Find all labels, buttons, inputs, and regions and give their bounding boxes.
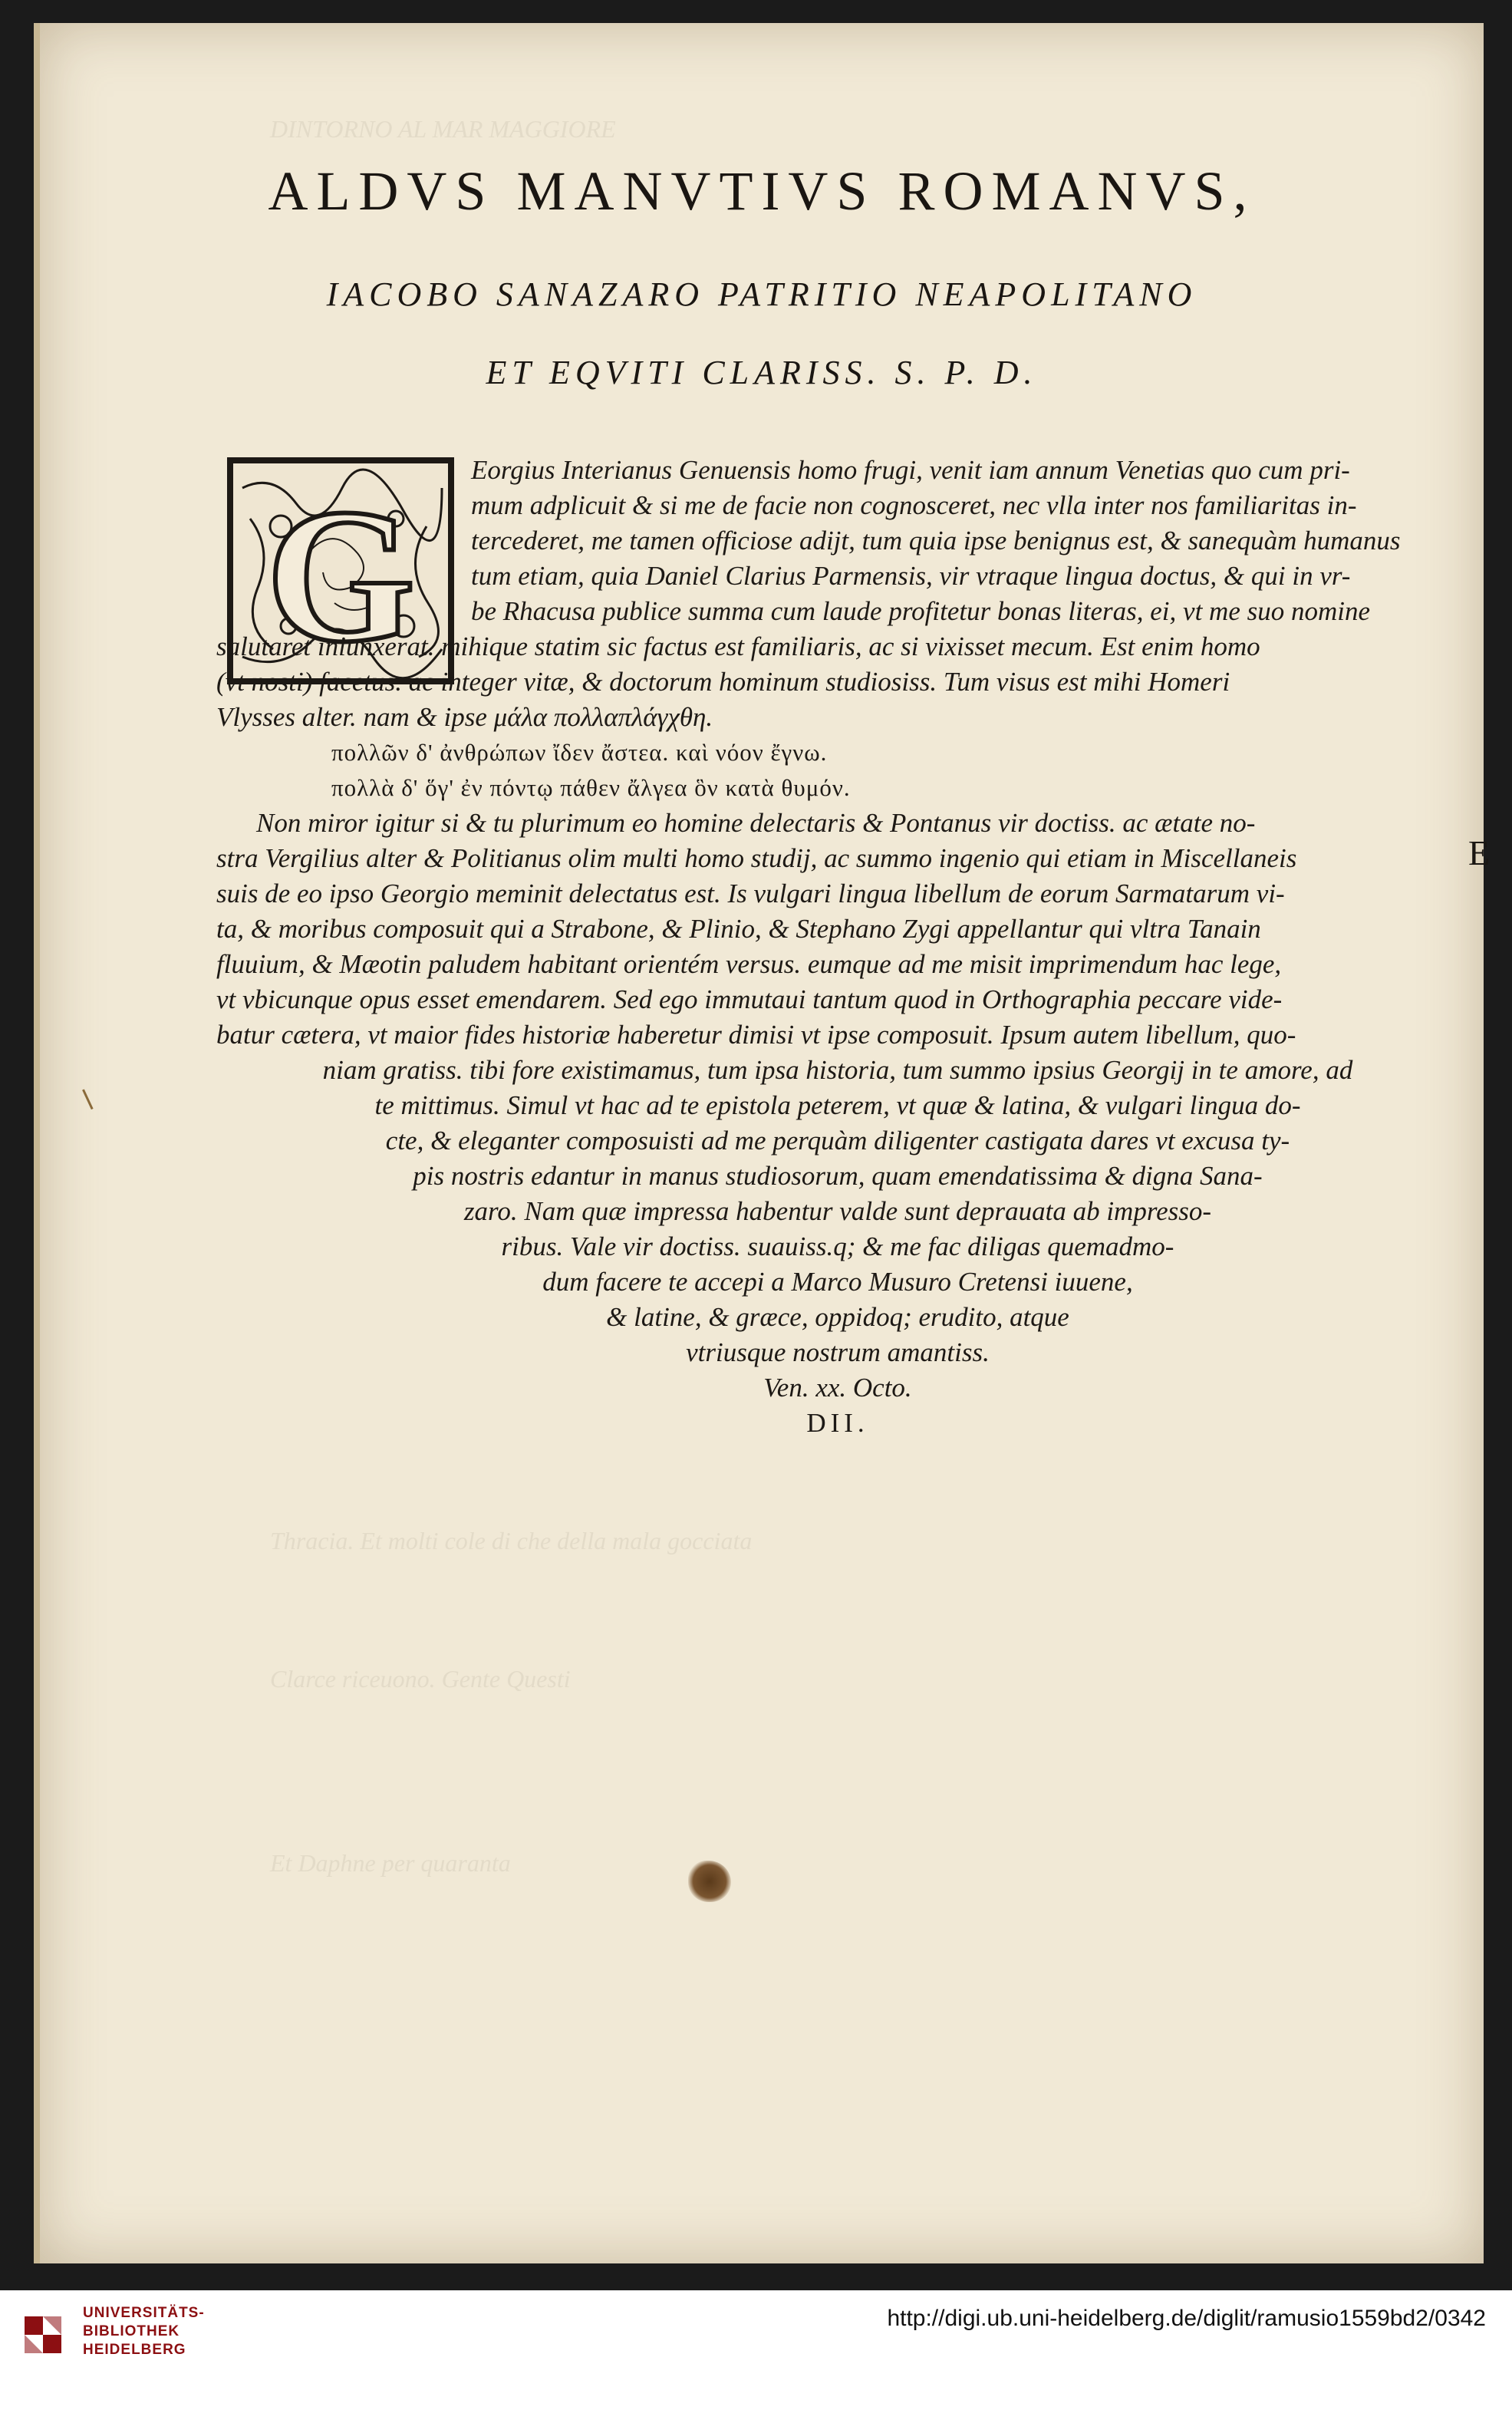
text-line: ribus. Vale vir doctiss. suauiss.q; & me fac diligas quemadmo- bbox=[501, 1231, 1174, 1261]
heading-salutation: ET EQVITI CLARISS. S. P. D. bbox=[486, 354, 1038, 391]
permalink-url[interactable]: http://digi.ub.uni-heidelberg.de/diglit/ramusio1559bd2/0342 bbox=[887, 2306, 1486, 2331]
margin-letter: E bbox=[1468, 833, 1491, 872]
text-line: niam gratiss. tibi fore existimamus, tum ipsa historia, tum summo ipsius Georgij in te amore, ad bbox=[322, 1055, 1353, 1085]
scanned-page bbox=[34, 23, 1491, 2263]
svg-text:G: G bbox=[265, 470, 416, 682]
text-line: ta, & moribus composuit qui a Strabone, & Plinio, & Stephano Zygi appellantur qui vltra Tanain bbox=[216, 914, 1261, 944]
text-line: mum adplicuit & si me de facie non cognosceret, nec vlla inter nos familiaritas in- bbox=[471, 490, 1357, 520]
bleed-through-text: Et Daphne per quaranta bbox=[270, 1849, 511, 1877]
paragraph-1 bbox=[216, 453, 1459, 735]
year-line: DII. bbox=[806, 1408, 869, 1438]
text-line: pis nostris edantur in manus studiosorum, quam emendatissima & digna Sana- bbox=[413, 1161, 1263, 1191]
text-line: salutaret iniunxerat. mihique statim sic factus est familiaris, ac si vixisset mecum. Est enim homo bbox=[216, 631, 1260, 661]
text-line: Eorgius Interianus Genuensis homo frugi, venit iam annum Venetias quo cum pri- bbox=[471, 455, 1350, 485]
text-line: stra Vergilius alter & Politianus olim multi homo studij, ac summo ingenio qui etiam in Miscellaneis bbox=[216, 843, 1297, 873]
bleed-through-text: Thracia. Et molti cole di che della mala gocciata bbox=[270, 1527, 753, 1554]
text-line: fluuium, & Mæotin paludem habitant orientém versus. eumque ad me misit imprimendum hac lege, bbox=[216, 949, 1282, 979]
bleed-through-text: Clarce riceuono. Gente Questi bbox=[270, 1665, 571, 1693]
greek-line: πολλὰ δ' ὅγ' ἐν πόντῳ πάθεν ἄλγεα ὃν κατὰ θυμόν. bbox=[331, 774, 851, 801]
text-line: tercederet, me tamen officiose adijt, tum quia ipse benignus est, & sanequàm humanus bbox=[471, 526, 1401, 556]
text-line: te mittimus. Simul vt hac ad te epistola peterem, vt quæ & latina, & vulgari lingua do- bbox=[374, 1090, 1301, 1120]
text-line: batur cætera, vt maior fides historiæ haberetur dimisi vt ipse composuit. Ipsum autem libellum, quo- bbox=[216, 1020, 1296, 1050]
greek-quotation bbox=[216, 735, 1459, 806]
text-line: & latine, & græce, oppidoq; erudito, atque bbox=[606, 1302, 1069, 1332]
text-line: tum etiam, quia Daniel Clarius Parmensis, vir vtraque lingua doctus, & qui in vr- bbox=[471, 561, 1351, 591]
text-line: Vlysses alter. nam & ipse μάλα πολλαπλάγχθη. bbox=[216, 702, 713, 732]
text-line: vtriusque nostrum amantiss. bbox=[686, 1337, 990, 1367]
heading-dedication: IACOBO SANAZARO PATRITIO NEAPOLITANO bbox=[326, 275, 1197, 313]
paragraph-2 bbox=[216, 806, 1459, 1441]
library-name bbox=[83, 2304, 205, 2359]
library-name-line: HEIDELBERG bbox=[83, 2342, 186, 2358]
text-line: cte, & eleganter composuisti ad me perquàm diligenter castigata dares vt excusa ty- bbox=[385, 1126, 1290, 1156]
heading-main: ALDVS MANVTIVS ROMANVS, bbox=[268, 160, 1256, 222]
date-line: Ven. xx. Octo. bbox=[763, 1373, 912, 1403]
library-logo-icon[interactable] bbox=[20, 2312, 66, 2358]
library-name-line: UNIVERSITÄTS- bbox=[83, 2305, 205, 2321]
footer-bar bbox=[0, 2290, 1512, 2410]
text-line: suis de eo ipso Georgio meminit delectatus est. Is vulgari lingua libellum de eorum Sarmatarum vi- bbox=[216, 879, 1285, 908]
text-line: be Rhacusa publice summa cum laude profitetur bonas literas, ei, vt me suo nomine bbox=[471, 596, 1371, 626]
text-line: dum facere te accepi a Marco Musuro Cretensi iuuene, bbox=[542, 1267, 1133, 1297]
margin-mark bbox=[82, 1083, 106, 1109]
text-line: zaro. Nam quæ impressa habentur valde sunt deprauata ab impresso- bbox=[463, 1196, 1212, 1226]
text-line: vt vbicunque opus esset emendarem. Sed ego immutaui tantum quod in Orthographia peccare vide- bbox=[216, 984, 1283, 1014]
text-line: Non miror igitur si & tu plurimum eo homine delectaris & Pontanus vir doctiss. ac ætate no- bbox=[256, 808, 1256, 838]
greek-line: πολλῶν δ' ἀνθρώπων ἴδεν ἄστεα. καὶ νόον ἔγνω. bbox=[331, 739, 828, 766]
ink-stain bbox=[688, 1861, 731, 1902]
library-name-line: BIBLIOTHEK bbox=[83, 2323, 180, 2339]
text-line: (vt nosti) facetus. ac integer vitæ, & doctorum hominum studiosiss. Tum visus est mihi Homeri bbox=[216, 667, 1230, 697]
bleed-through-text: DINTORNO AL MAR MAGGIORE bbox=[270, 115, 616, 143]
